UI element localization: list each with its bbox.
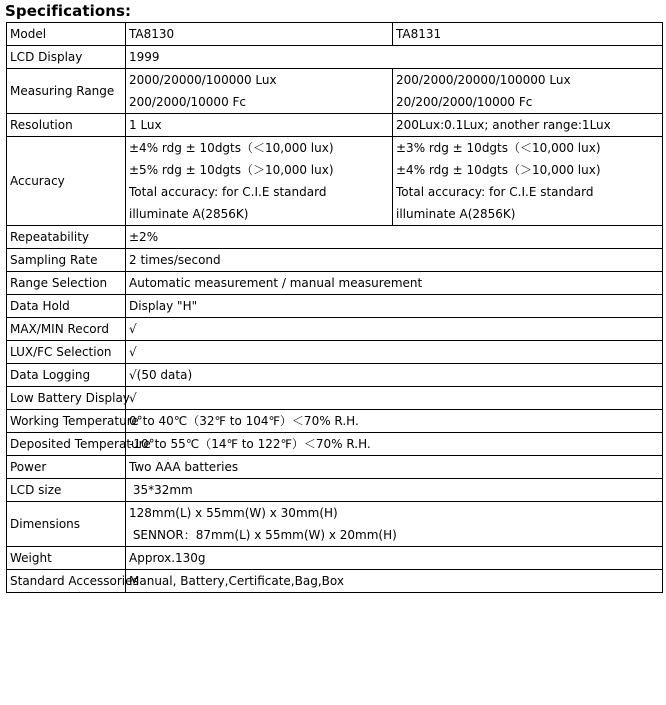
- value-ta8131: 200/2000/20000/100000 Lux 20/200/2000/10000 Fc: [393, 69, 663, 114]
- table-row-standard-accessories: [7, 570, 663, 593]
- table-row-deposited-temperature: [7, 433, 663, 456]
- table-row-measuring-range: [7, 69, 663, 114]
- value-ta8130: 2000/20000/100000 Lux 200/2000/10000 Fc: [126, 69, 393, 114]
- row-value: ±2%: [126, 226, 663, 249]
- row-label: LCD size: [7, 479, 126, 502]
- row-label: MAX/MIN Record: [7, 318, 126, 341]
- row-value: √: [126, 387, 663, 410]
- row-value: √: [126, 341, 663, 364]
- table-row-data-hold: [7, 295, 663, 318]
- value-ta8130: TA8130: [126, 23, 393, 46]
- row-value: Automatic measurement / manual measurement: [126, 272, 663, 295]
- row-label: LCD Display: [7, 46, 126, 69]
- row-value: Manual, Battery,Certificate,Bag,Box: [126, 570, 663, 593]
- page-title: Specifications:: [5, 2, 132, 20]
- table-row-max-min-record: [7, 318, 663, 341]
- table-row-repeatability: [7, 226, 663, 249]
- table-row-accuracy: [7, 137, 663, 226]
- value-ta8130: ±4% rdg ± 10dgts（＜10,000 lux) ±5% rdg ± 10dgts（＞10,000 lux) Total accuracy: for C.I.E standard illuminate A(2856K): [126, 137, 393, 226]
- row-value: Two AAA batteries: [126, 456, 663, 479]
- table-row-lcd-size: [7, 479, 663, 502]
- row-label: Model: [7, 23, 126, 46]
- row-label: Data Logging: [7, 364, 126, 387]
- row-value: √(50 data): [126, 364, 663, 387]
- value-ta8130: 1 Lux: [126, 114, 393, 137]
- table-row-low-battery-display: [7, 387, 663, 410]
- table-row-power: [7, 456, 663, 479]
- value-ta8131: ±3% rdg ± 10dgts（＜10,000 lux) ±4% rdg ± 10dgts（＞10,000 lux) Total accuracy: for C.I.E standard illuminate A(2856K): [393, 137, 663, 226]
- row-label: Sampling Rate: [7, 249, 126, 272]
- table-row-sampling-rate: [7, 249, 663, 272]
- row-label: Measuring Range: [7, 69, 126, 114]
- table-row-lux-fc-selection: [7, 341, 663, 364]
- row-label: Standard Accessories: [7, 570, 126, 593]
- row-value: √: [126, 318, 663, 341]
- row-label: Resolution: [7, 114, 126, 137]
- row-value: 35*32mm: [126, 479, 663, 502]
- row-label: Accuracy: [7, 137, 126, 226]
- table-row-dimensions: [7, 502, 663, 547]
- row-label: Power: [7, 456, 126, 479]
- table-row-range-selection: [7, 272, 663, 295]
- table-row-model: [7, 23, 663, 46]
- table-row-resolution: [7, 114, 663, 137]
- value-ta8131: TA8131: [393, 23, 663, 46]
- row-label: Working Temperature: [7, 410, 126, 433]
- row-label: Data Hold: [7, 295, 126, 318]
- table-row-working-temperature: [7, 410, 663, 433]
- specifications-table: [6, 22, 663, 593]
- value-ta8131: 200Lux:0.1Lux; another range:1Lux: [393, 114, 663, 137]
- row-label: Repeatability: [7, 226, 126, 249]
- row-value: 0°to 40℃（32℉ to 104℉）＜70% R.H.: [126, 410, 663, 433]
- row-label: Range Selection: [7, 272, 126, 295]
- row-label: Deposited Temperature: [7, 433, 126, 456]
- row-value: 2 times/second: [126, 249, 663, 272]
- row-value: Display "H": [126, 295, 663, 318]
- row-value: Approx.130g: [126, 547, 663, 570]
- row-value: -10°to 55℃（14℉ to 122℉）＜70% R.H.: [126, 433, 663, 456]
- table-row-data-logging: [7, 364, 663, 387]
- row-label: Weight: [7, 547, 126, 570]
- row-label: Low Battery Display: [7, 387, 126, 410]
- row-label: Dimensions: [7, 502, 126, 547]
- row-value: 1999: [126, 46, 663, 69]
- row-value: 128mm(L) x 55mm(W) x 30mm(H) SENNOR：87mm(L) x 55mm(W) x 20mm(H): [126, 502, 663, 547]
- table-row-weight: [7, 547, 663, 570]
- table-row-lcd-display: [7, 46, 663, 69]
- row-label: LUX/FC Selection: [7, 341, 126, 364]
